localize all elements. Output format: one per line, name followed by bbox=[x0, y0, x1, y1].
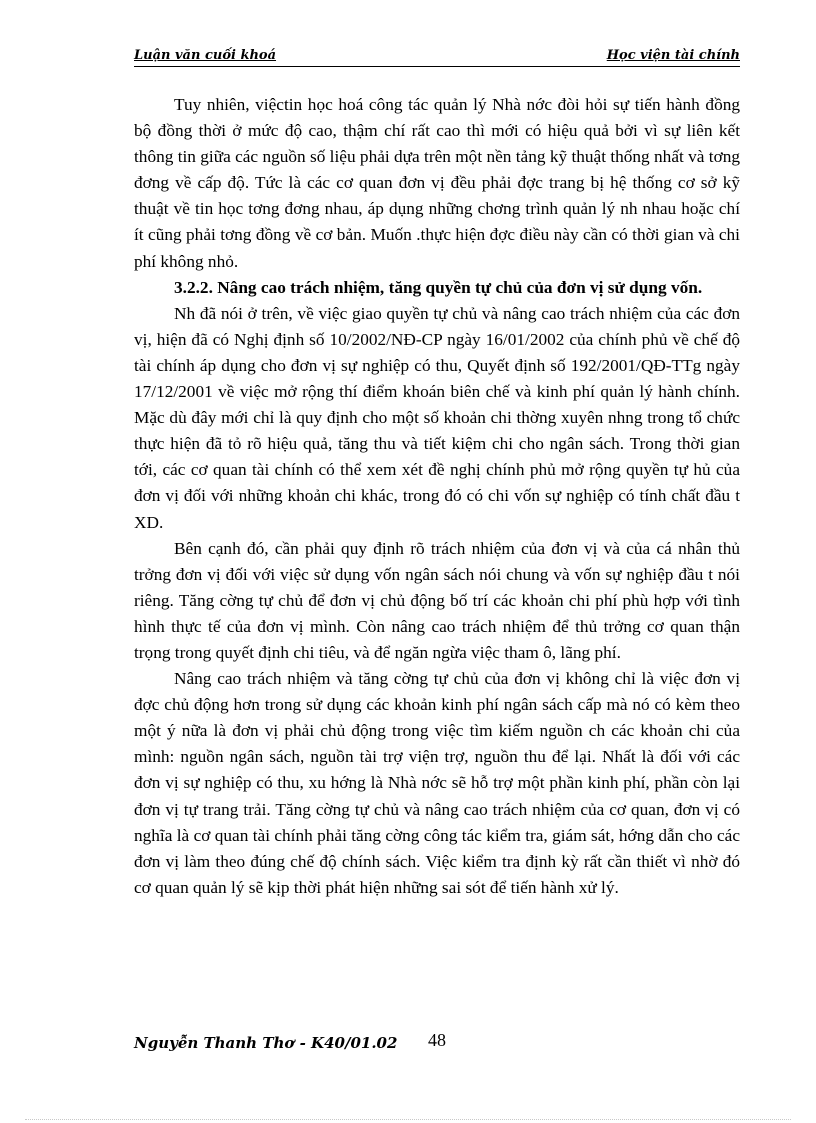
paragraph-4: Nâng cao trách nhiệm và tăng cờng tự chủ của đơn vị không chỉ là việc đơn vị đợc chủ động hơn trong sử dụng các khoản kinh phí ngân sách cấp mà nó có kèm theo một ý nữa là đơn vị phải chủ động trong việc tìm kiếm nguồn ch các khoản chi của mình: nguồn ngân sách, nguồn tài trợ viện trợ, nguồn thu để lại. Nhất là đối với các đơn vị sự nghiệp có thu, xu hớng là Nhà nớc sẽ hỗ trợ một phần kinh phí, phần còn lại đơn vị tự trang trải. Tăng cờng tự chủ và nâng cao trách nhiệm của cơ quan, đơn vị có nghĩa là cơ quan tài chính phải tăng cờng công tác kiểm tra, giám sát, hớng dẫn cho các đơn vị làm theo đúng chế độ chính sách. Việc kiểm tra định kỳ rất cần thiết vì nhờ đó cơ quan quản lý sẽ kịp thời phát hiện những sai sót để tiến hành xử lý. bbox=[134, 669, 740, 897]
paragraph-1: Tuy nhiên, việctin học hoá công tác quản lý Nhà nớc đòi hỏi sự tiến hành đồng bộ đồng thời ở mức độ cao, thậm chí rất cao thì mới có hiệu quả bởi vì sự liên kết thông tin giữa các nguồn số liệu phải dựa trên một nền tảng kỹ thuật thống nhất và tơng đơng về cấp độ. Tức là các cơ quan đơn vị đều phải đợc trang bị hệ thống cơ sở kỹ thuật về tin học tơng đơng nhau, áp dụng những chơng trình quản lý nh nhau hoặc chí ít cũng phải tơng đồng về cơ bản. Muốn .thực hiện đợc điều này cần có thời gian và chi phí không nhỏ. bbox=[134, 95, 740, 271]
page-header bbox=[134, 48, 740, 67]
page-bottom-divider bbox=[25, 1119, 791, 1120]
footer-author: Nguyễn Thanh Thơ - K40/01.02 bbox=[134, 1034, 398, 1052]
page-number: 48 bbox=[428, 1030, 446, 1050]
header-right-title: Học viện tài chính bbox=[606, 48, 740, 63]
header-left-title: Luận văn cuối khoá bbox=[134, 48, 277, 63]
paragraph-3: Bên cạnh đó, cần phải quy định rõ trách nhiệm của đơn vị và của cá nhân thủ trởng đơn vị đối với việc sử dụng vốn ngân sách nói chung và vốn sự nghiệp đầu t nói riêng. Tăng cờng tự chủ để đơn vị chủ động bố trí các khoản chi phí phù hợp với tình hình thực tế của đơn vị mình. Còn nâng cao trách nhiệm để thủ trởng cơ quan thận trọng trong quyết định chi tiêu, và để ngăn ngừa việc tham ô, lãng phí. bbox=[134, 538, 740, 662]
section-heading: 3.2.2. Nâng cao trách nhiệm, tăng quyền tự chủ của đơn vị sử dụng vốn. bbox=[174, 277, 703, 297]
paragraph-2: Nh đã nói ở trên, về việc giao quyền tự chủ và nâng cao trách nhiệm của các đơn vị, hiện đã có Nghị định số 10/2002/NĐ-CP ngày 16/01/2002 của chính phủ về chế độ tài chính áp dụng cho đơn vị sự nghiệp có thu, Quyết định số 192/2001/QĐ-TTg ngày 17/12/2001 về việc mở rộng thí điểm khoán biên chế và kinh phí quản lý hành chính. Mặc dù đây mới chỉ là quy định cho một số khoản chi thờng xuyên nhng trong tổ chức thực hiện đã tỏ rõ hiệu quả, tăng thu và tiết kiệm chi cho ngân sách. Trong thời gian tới, các cơ quan tài chính có thể xem xét đề nghị chính phủ mở rộng quyền tự hủ của đơn vị đối với những khoản chi khác, trong đó có chi vốn sự nghiệp có tính chất đầu t XD. bbox=[134, 303, 740, 532]
page-body bbox=[134, 92, 740, 901]
